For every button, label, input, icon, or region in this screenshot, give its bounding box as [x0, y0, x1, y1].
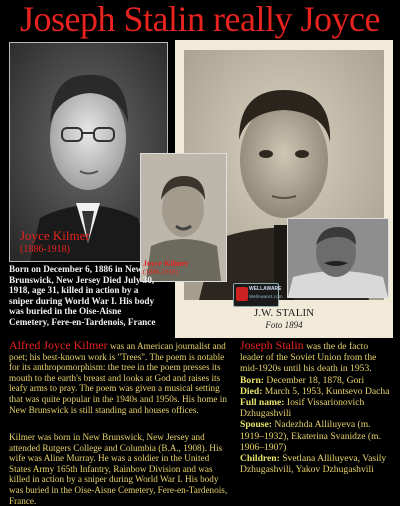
stalin-bio-fullname-row [240, 397, 392, 419]
stalin-fullname-label: Full name: [240, 397, 285, 409]
page-title: Joseph Stalin really Joyce [20, 0, 380, 39]
stalin-bio-died-row [240, 386, 392, 397]
kilmer-bio-text: was an American journalist and poet; his best-known work is "Trees". The poem is notable for its anthropomorphism: the tree in the poem presses its mouth to the earth's breast and looks at God and raises its leafy arms to pray. The poem was given a musical setting that was quite popular in the 1940s and 1950s. His home in New Brunswick is still standing and houses offices. [9, 341, 227, 415]
kilmer-bio-name: Alfred Joyce Kilmer [9, 338, 108, 352]
kilmer-portrait-name: Joyce Kilmer [20, 228, 90, 243]
stalin-bio-spouse-row [240, 419, 392, 453]
stalin-young-caption-date: Foto 1894 [265, 320, 303, 330]
stalin-children-label: Children: [240, 453, 280, 465]
stalin-children-value: Svetlana Alliluyeva, Vasily Dzhugashvili, Yakov Dzhugashvili [240, 453, 387, 476]
stalin-died-value: March 5, 1953, Kuntsevo Dacha [264, 385, 390, 397]
kilmer-bio-para2: Kilmer was born in New Brunswick, New Jersey and attended Rutgers College and Columbia (B.A., 1908). His wife was Aline Murray. He was a soldier in the United States Army 165th Infantry, Rainbow Division and was killed in action by a sniper during World War I. His body was buried in the Oise-Aisne Cemetery, Fere-en-Tardenois, France. [9, 432, 228, 506]
watermark-line2: WellAware1.com [249, 294, 283, 299]
stalin-old-image [288, 219, 388, 297]
watermark-badge [233, 283, 283, 307]
kilmer-portrait-years: (1886-1918) [20, 244, 70, 255]
kilmer-bio-block [9, 340, 233, 415]
stalin-bio-children-row [240, 453, 392, 475]
stalin-young-caption-name: J.W. STALIN [253, 307, 315, 319]
stalin-spouse-label: Spouse: [240, 419, 272, 431]
stalin-died-label: Died: [240, 385, 263, 397]
stalin-old-photo [287, 218, 389, 298]
kilmer-soldier-caption-years: (1886-1918) [143, 268, 178, 276]
stalin-fullname-value: Iosif Vissarionovich Dzhugashvili [240, 397, 365, 420]
stalin-bio-name: Joseph Stalin [240, 338, 304, 352]
stalin-spouse-value: Nadezhda Alliluyeva (m. 1919–1932), Ekaterina Svanidze (m. 1906–1907) [240, 419, 381, 453]
stalin-bio-intro-row [240, 340, 392, 375]
stalin-bio-intro: was the de facto leader of the Soviet Union from the mid-1920s until his death in 1953. [240, 341, 377, 375]
stalin-bio-born-row [240, 375, 392, 386]
stalin-bio-block [240, 340, 392, 475]
kilmer-soldier-caption-name: Joyce Kilmer [143, 259, 189, 268]
watermark-logo-icon [236, 287, 248, 301]
kilmer-short-bio: Born on December 6, 1886 in New Brunswick, New Jersey Died July 30, 1918, age 31, killed in action by a sniper during World War I. His body was buried in the Oise-Aisne Cemetery, Fere-en-Tardenois, France [9, 264, 156, 327]
stalin-born-label: Born: [240, 374, 264, 386]
watermark-line1: WELLAWARE [249, 286, 282, 292]
stalin-born-value: December 18, 1878, Gori [266, 374, 365, 386]
